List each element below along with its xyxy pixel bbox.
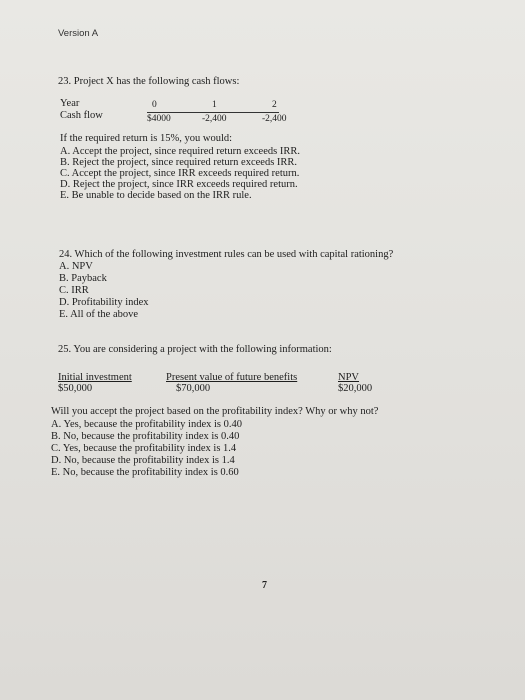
q25-option-e: E. No, because the profitability index is 0.60: [51, 467, 239, 478]
page-number: 7: [262, 580, 267, 591]
q23-option-d: D. Reject the project, since IRR exceeds required return.: [60, 179, 298, 190]
q23-year-2: 2: [272, 100, 277, 110]
version-label: Version A: [58, 28, 99, 39]
q25-header-npv: NPV: [338, 372, 360, 383]
q23-flow-0: $4000: [147, 114, 171, 124]
q24-option-c: C. IRR: [59, 285, 89, 296]
q23-option-b: B. Reject the project, since required return exceeds IRR.: [60, 157, 298, 168]
q24-option-a: A. NPV: [59, 261, 93, 272]
q25-option-c: C. Yes, because the profitability index is 1.4: [51, 443, 237, 454]
q23-cashflow-label: Cash flow: [60, 110, 103, 121]
q25-value-npv: $20,000: [338, 383, 373, 394]
q24-stem: 24. Which of the following investment rules can be used with capital rationing?: [59, 249, 394, 260]
q24-option-e: E. All of the above: [59, 309, 139, 320]
q23-year-0: 0: [152, 100, 157, 110]
q25-option-a: A. Yes, because the profitability index is 0.40: [51, 419, 243, 430]
q25-value-pv: $70,000: [176, 383, 211, 394]
q23-option-e: E. Be unable to decide based on the IRR rule.: [60, 190, 252, 201]
q25-stem: 25. You are considering a project with the following information:: [58, 344, 332, 355]
q25-value-initial: $50,000: [58, 383, 93, 394]
q25-prompt: Will you accept the project based on the profitability index? Why or why not?: [51, 406, 379, 417]
q25-option-d: D. No, because the profitability index is 1.4: [51, 455, 235, 466]
q23-flow-2: -2,400: [262, 114, 287, 124]
q23-flow-1: -2,400: [202, 114, 227, 124]
q23-option-c: C. Accept the project, since IRR exceeds required return.: [60, 168, 300, 179]
q23-prompt: If the required return is 15%, you would:: [60, 133, 233, 144]
q25-option-b: B. No, because the profitability index is 0.40: [51, 431, 240, 442]
q23-option-a: A. Accept the project, since required return exceeds IRR.: [60, 146, 300, 157]
q23-stem: 23. Project X has the following cash flows:: [58, 76, 240, 87]
q23-year-label: Year: [60, 98, 80, 109]
q24-option-d: D. Profitability index: [59, 297, 149, 308]
q25-header-initial: Initial investment: [58, 372, 132, 383]
q23-table-rule: [147, 112, 279, 113]
q24-option-b: B. Payback: [59, 273, 107, 284]
q23-year-1: 1: [212, 100, 217, 110]
q25-header-pv: Present value of future benefits: [166, 372, 298, 383]
